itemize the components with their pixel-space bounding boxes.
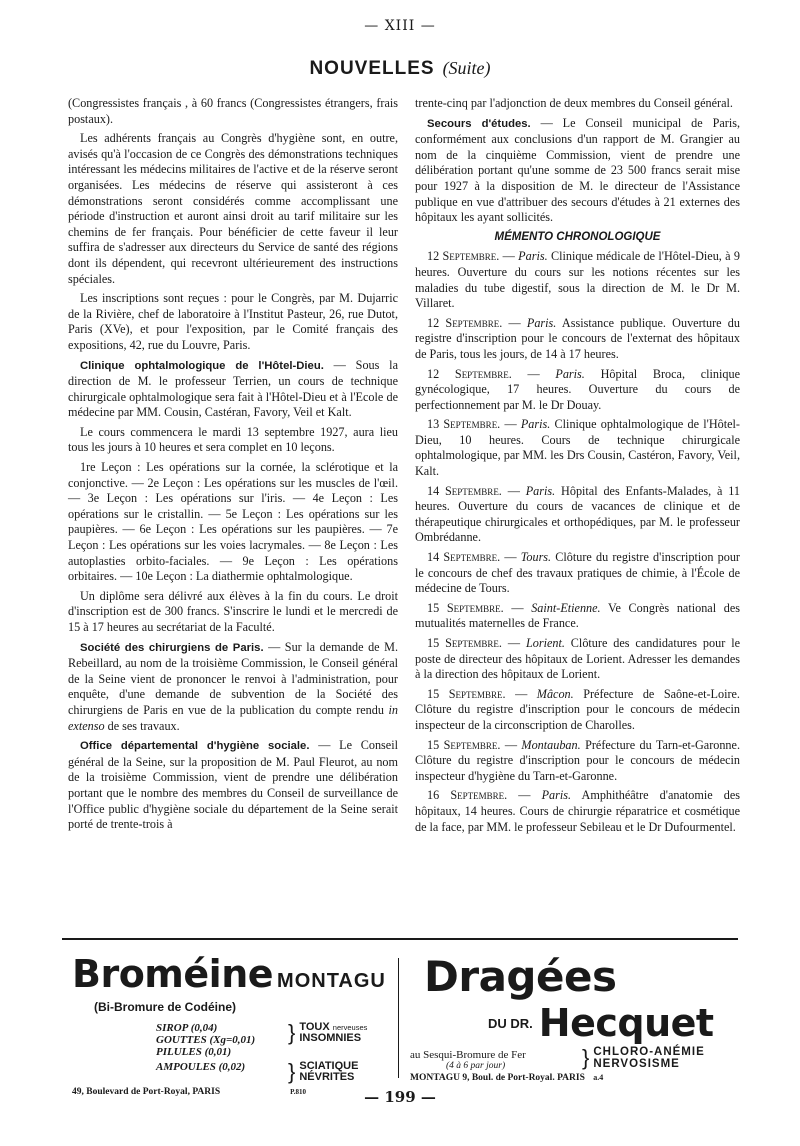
brace-glyph: } [288, 1059, 296, 1084]
paragraph: Les adhérents français au Congrès d'hygiène sont, en outre, avisés qu'à l'occasion de ce Congrès des démonstrations techniques intéressant les médecins militaires de l'active et de la réserve seront organisées. Les médecins de réserve qui assisteront à ces démonstrations seront considérés comme accomplissant une période d'instruction et auront ainsi droit au tarif militaire sur les chemins de fer français. Pour bénéficier de cette faveur il leur suffira de s'adresser aux directeurs du Service de santé des régions dont ils dépendent, qui recevront ultérieurement des instructions spéciales. [68, 131, 398, 286]
indications [299, 1061, 358, 1083]
memento-entry: 12 Septembre. — Paris. Clinique médicale de l'Hôtel-Dieu, à 9 heures. Ouverture du cours sur les notions récentes sur les maladies du tube digestif, sous la direction de M. le Dr M. Villaret. [415, 249, 740, 311]
news-text: de ses travaux. [104, 718, 180, 733]
brand-du-dr: DU DR. [488, 1015, 533, 1031]
advert-forms-block [410, 1045, 740, 1071]
news-text-italic: in extenso [68, 702, 398, 733]
paragraph: Les inscriptions sont reçues : pour le Congrès, par M. Dujarric de la Rivière, chef de laboratoire à l'Institut Pasteur, 26, rue Dutot, Paris (XVe), et pour l'exposition, par le Comité français des expositions, 42, rue du Louvre, Paris. [68, 291, 398, 352]
advert-dragees-hecquet [410, 952, 740, 1083]
memento-entry: 15 Septembre. — Saint-Etienne. Ve Congrès national des mutualités maternelles de France. [415, 600, 741, 631]
product-composition: au Sesqui-Bromure de Fer [410, 1049, 526, 1061]
entry-text: Préfecture de Saône-et-Loire. Clôture du registre d'inscription pour le concours de médecin inspecteur de la circonscription de Charolles. [415, 686, 740, 732]
advert-bromeine [72, 952, 392, 1097]
entry-text: Clinique médicale de l'Hôtel-Dieu, à 9 heures. Ouverture du cours sur les notions récentes sur les maladies du tube digestif, sous la direction de M. le Dr M. Villaret. [415, 249, 740, 311]
advert-top-rule [62, 938, 738, 940]
entry-date: 12 Septembre. [427, 249, 500, 264]
news-rubric: Société des chirurgiens de Paris. [80, 641, 264, 654]
brand-montagu: MONTAGU [277, 970, 386, 992]
product-description [410, 1049, 578, 1071]
entry-date: 14 Septembre. [427, 483, 502, 498]
entry-date: 15 Septembre. [427, 737, 501, 752]
advert-heading [410, 1001, 740, 1045]
entry-date: 15 Septembre. [427, 636, 502, 650]
dosage-form: SIROP (0,04) [156, 1022, 218, 1034]
advert-subtitle: (Bi-Bromure de Codéine) [94, 1000, 237, 1014]
indication: SCIATIQUE [299, 1060, 359, 1072]
memento-entry: 12 Septembre. — Paris. Assistance publique. Ouverture du registre d'inscription pour le concours de l'externat des hôpitaux de Paris, tous les jours, de 14 à 17 heures. [415, 315, 740, 361]
indications [593, 1046, 704, 1070]
news-text: — Sur la demande de M. Rebeillard, au nom de la troisième Commission, le Conseil général de la Seine vient de prononcer le renvoi à l'administration, pour enquête, d'une demande de subvention de la Société des chirurgiens de Paris en vue de la publication du compte rendu [68, 639, 398, 717]
brand-hecquet: Hecquet [538, 1001, 714, 1045]
entry-date: 14 Septembre. [427, 550, 501, 565]
entry-text: Ve Congrès national des mutualités maternelles de France. [415, 600, 741, 631]
news-rubric: Clinique ophtalmologique de l'Hôtel-Dieu. [80, 359, 324, 372]
left-column [68, 96, 398, 837]
paragraph: trente-cinq par l'adjonction de deux membres du Conseil général. [415, 96, 733, 110]
memento-list [415, 249, 740, 835]
entry-text: Hôpital Broca, clinique gynécologique, 17 heures. Ouverture du cours de perfectionnement par M. le Dr Douay. [415, 366, 740, 412]
entry-place: Paris. [525, 483, 556, 498]
advert-divider [398, 958, 399, 1078]
memento-entry: 15 Septembre. — Montauban. Préfecture du Tarn-et-Garonne. Clôture du registre d'inscription pour le concours de médecin inspecteur d'hygiène du Tarn-et-Garonne. [415, 737, 740, 783]
indication: INSOMNIES [299, 1032, 362, 1044]
advert-ampoules-block [72, 1061, 392, 1083]
paragraph: (Congressistes français , à 60 francs (Congressistes étrangers, frais postaux). [68, 96, 398, 126]
entry-date: 15 Septembre. [427, 686, 506, 701]
news-item [415, 116, 740, 226]
section-title [0, 58, 800, 80]
entry-text: Assistance publique. Ouverture du registre d'inscription pour le concours de l'externat des hôpitaux de Paris, tous les jours, de 14 à 17 heures. [415, 315, 740, 361]
entry-place: Saint-Etienne. [531, 600, 601, 615]
dosage-form: PILULES (0,01) [156, 1046, 232, 1058]
indication: NÉVRITES [299, 1071, 355, 1083]
page-roman-numeral: — XIII — [364, 18, 436, 34]
entry-place: Mâcon. [536, 686, 574, 701]
entry-text: Hôpital des Enfants-Malades, à 11 heures. Ouverture du cours de vacances de clinique et de thérapeutique chirurgicales et orthopédiques, par M. le professeur Ombrédanne. [415, 483, 740, 545]
brace-glyph: } [288, 1020, 296, 1045]
news-item [68, 640, 398, 735]
memento-entry: 14 Septembre. — Tours. Clôture du registre d'inscription pour le concours de chef des travaux pratiques de chimie, à l'École de médecine de Tours. [415, 550, 740, 596]
entry-date: 12 Septembre. [427, 315, 503, 330]
news-text: — Le Conseil municipal de Paris, conformément aux conclusions d'un rapport de M. Grangier au nom de la cinquième Commission, vient de prendre une délibération portant qu'une somme de 23 500 francs serait mise pour 1927 à la disposition de M. le directeur de l'Assistance publique en vue d'attribuer des secours d'études à 21 externes des hôpitaux les ayant sollicités. [415, 115, 740, 225]
section-title-suite: (Suite) [442, 58, 491, 78]
dosage-form: GOUTTES (Xg=0,01) [156, 1034, 256, 1046]
entry-place: Tours. [520, 550, 552, 565]
memento-entry: 12 Septembre. — Paris. Hôpital Broca, clinique gynécologique, 17 heures. Ouverture du cours de perfectionnement par M. le Dr Douay. [415, 366, 740, 412]
dosage-form: AMPOULES (0,02) [156, 1061, 246, 1073]
brand-dragees: Dragées [424, 952, 617, 1001]
news-item [68, 738, 398, 833]
brand-bromeine: Broméine [72, 952, 274, 996]
entry-place: Paris. [518, 249, 548, 264]
entry-text: Amphithéâtre d'anatomie des hôpitaux, 14 heures. Cours de chirurgie réparatrice et cosmétique de la face, par MM. le professeur Sebileau et le Dr Dufourmentel. [415, 788, 740, 834]
advert-code: P.810 [290, 1088, 307, 1096]
indications [299, 1022, 367, 1058]
indication: TOUX [299, 1021, 330, 1033]
indication-qualifier: nerveuses [332, 1023, 368, 1032]
news-text: — Sous la direction de M. le professeur Terrien, un cours de technique chirurgicale ophtalmologique sera fait à l'Hôtel-Dieu et à l'Ecole de médecine par MM. Cousin, Castéran, Favory, Veil et Kalt. [68, 357, 398, 420]
product-dose: (4 à 6 par jour) [446, 1061, 506, 1071]
entry-place: Lorient. [525, 636, 565, 650]
entry-place: Paris. [520, 417, 551, 432]
advert-forms-block [72, 1022, 392, 1058]
entry-place: Paris. [555, 366, 585, 381]
memento-entry: 15 Septembre. — Lorient. Clôture des candidatures pour le poste de directeur des hôpitaux de Lorient. Adresser les demandes à la direction des hôpitaux de Lorient. [415, 636, 740, 682]
section-title-text: NOUVELLES [309, 58, 435, 79]
right-column [415, 96, 740, 839]
advert-code: a.4 [593, 1073, 604, 1082]
entry-text: Clôture du registre d'inscription pour le concours de chef des travaux pratiques de chimie, à l'École de médecine de Tours. [415, 550, 740, 596]
memento-entry: 15 Septembre. — Mâcon. Préfecture de Saône-et-Loire. Clôture du registre d'inscription pour le concours de médecin inspecteur de la circonscription de Charolles. [415, 686, 740, 732]
paragraph: Le cours commencera le mardi 13 septembre 1927, aura lieu tous les jours à 10 heures et sera complet en 10 leçons. [68, 424, 398, 455]
news-item [68, 358, 398, 421]
news-text: — Le Conseil général de la Seine, sur la proposition de M. Paul Fleurot, au nom de la troisième Commission, vient de prendre une délibération portant que le nombre des membres du Conseil de surveillance de l'Office public d'hygiène sociale du département de la Seine serait porté de trente-trois à [68, 738, 398, 832]
entry-text: Clinique ophtalmologique de l'Hôtel-Dieu, 10 heures. Cours de technique chirurgicale ophtalmologique, par MM. les Drs Cousin, Castéron, Favory, Veil, Kalt. [415, 417, 740, 479]
address-text: 49, Boulevard de Port-Royal, PARIS [72, 1087, 221, 1097]
address-text: MONTAGU 9, Boul. de Port-Royal. PARIS [410, 1073, 585, 1083]
advert-heading [72, 952, 392, 996]
entry-date: 13 Septembre. [427, 417, 501, 432]
page-number: — 199 — [364, 1088, 436, 1106]
entry-date: 15 Septembre. [427, 600, 504, 615]
memento-entry: 16 Septembre. — Paris. Amphithéâtre d'anatomie des hôpitaux, 14 heures. Cours de chirurgie réparatrice et cosmétique de la face, par MM. le professeur Sebileau et le Dr Dufourmentel. [415, 788, 740, 834]
entry-place: Paris. [541, 788, 572, 803]
indication: NERVOSISME [593, 1058, 680, 1070]
entry-date: 12 Septembre. [427, 366, 512, 381]
entry-place: Montauban. [521, 737, 581, 752]
brace-glyph: } [582, 1045, 590, 1070]
indication: CHLORO-ANÉMIE [593, 1046, 705, 1058]
entry-date: 16 Septembre. [427, 788, 508, 803]
entry-text: Clôture des candidatures pour le poste de directeur des hôpitaux de Lorient. Adresser les demandes à la direction des hôpitaux de Lorient. [415, 636, 740, 682]
memento-title: MÉMENTO CHRONOLOGIQUE [494, 230, 661, 243]
news-rubric: Secours d'études. [427, 117, 531, 130]
memento-entry: 14 Septembre. — Paris. Hôpital des Enfants-Malades, à 11 heures. Ouverture du cours de vacances de clinique et de thérapeutique chirurgicales et orthopédiques, par M. le professeur Ombrédanne. [415, 483, 740, 545]
memento-entry: 13 Septembre. — Paris. Clinique ophtalmologique de l'Hôtel-Dieu, 10 heures. Cours de technique chirurgicale ophtalmologique, par MM. les Drs Cousin, Castéron, Favory, Veil, Kalt. [415, 417, 740, 479]
entry-place: Paris. [526, 315, 557, 330]
dosage-forms [156, 1022, 284, 1058]
paragraph: 1re Leçon : Les opérations sur la cornée, la sclérotique et la conjonctive. — 2e Leçon : Les opérations sur les muscles de l'œil. — 3e Leçon : Les opérations sur l'iris. — 4e Leçon : Les opérations sur le cristallin. — 5e Leçon : Les opérations sur les paupières. — 6e Leçon : Les opérations sur les paupières. — 7e Leçon : Les opérations sur les voies lacrymales. — 8e Leçon : Les autoplasties orbito-faciales. — 9e Leçon : Les opérations orbitaires. — 10e Leçon : La diathermie ophtalmologique. [68, 460, 398, 584]
news-rubric: Office départemental d'hygiène sociale. [80, 740, 310, 753]
entry-text: Préfecture du Tarn-et-Garonne. Clôture du registre d'inscription pour le concours de médecin inspecteur d'hygiène du Tarn-et-Garonne. [415, 737, 740, 783]
paragraph: Un diplôme sera délivré aux élèves à la fin du cours. Le droit d'inscription est de 300 francs. S'inscrire le lundi et le mercredi de 15 à 17 heures au secrétariat de la Faculté. [68, 588, 398, 634]
advert-address [410, 1073, 740, 1083]
